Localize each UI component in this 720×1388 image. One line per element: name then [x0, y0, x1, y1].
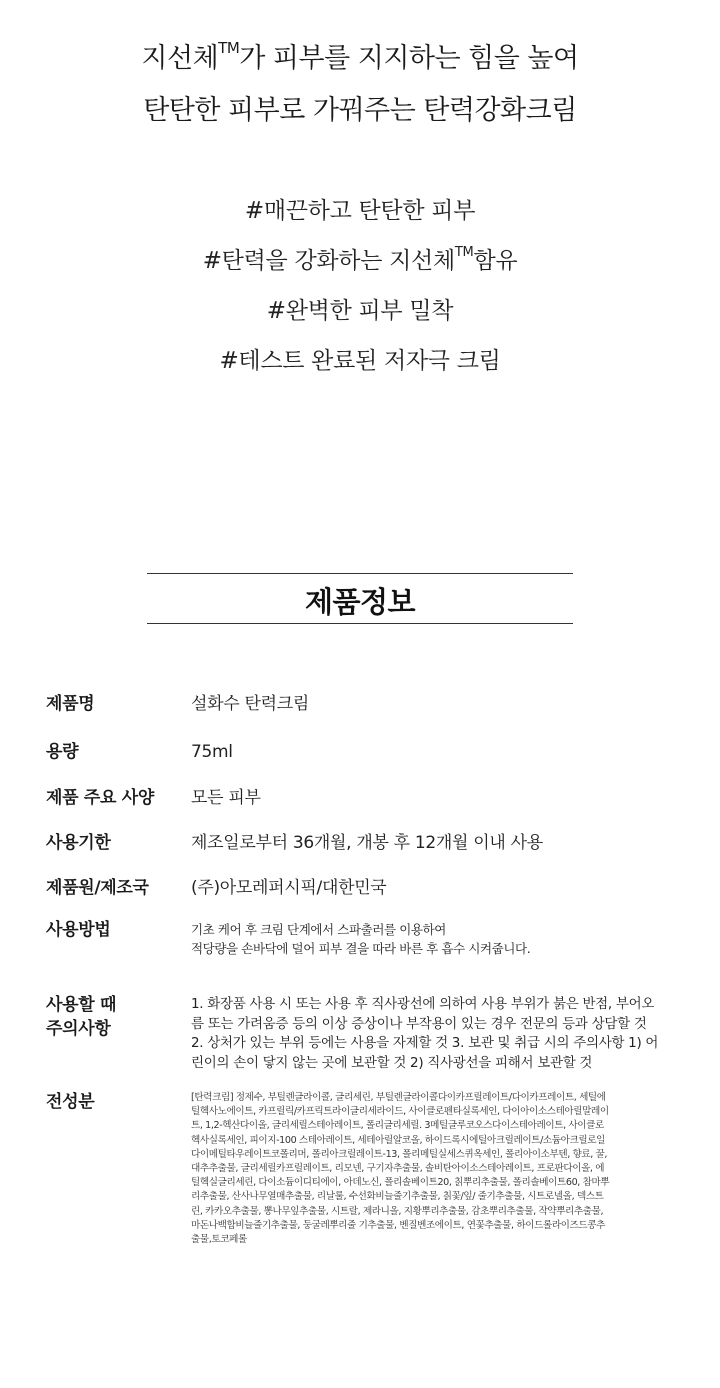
caution-label: 사용할 때 주의사항	[46, 995, 117, 1039]
ingredients-line: 트, 1,2-헥산다이올, 글리세릴스테아레이트, 폴리글리세릴. 3메틸글루코오스다이스테아레이트, 사이클로	[191, 1120, 604, 1132]
hashtag-2: #탄력을 강화하는 지선체™함유	[202, 245, 518, 274]
expiry-label: 사용기한	[46, 833, 111, 853]
spec-label: 제품 주요 사양	[46, 788, 154, 808]
ingredients-line: 린, 카카오추출물, 뽕나무잎추출물, 시트랄, 제라니올, 지황뿌리추출물, 감초뿌리추출물, 작약뿌리추출물,	[191, 1205, 604, 1217]
expiry-value: 제조일로부터 36개월, 개봉 후 12개월 이내 사용	[191, 833, 543, 853]
ingredients-line: 마돈나백합비늘줄기추출물, 둥굴레뿌리줄 기추출물, 벤질벤조에이트, 연꽃추출물, 하이드롤라이즈드콩추	[191, 1219, 606, 1231]
ingredients-value	[191, 1091, 669, 1247]
ingredients-line: 대추추출물, 글리세릴카프릴레이트, 리모넨, 구기자추출물, 솔비탄아이소스테아레이트, 프로판다이올, 에	[191, 1163, 605, 1175]
ingredients-line: 틸헥실글리세린, 다이소듐이디티에이, 아데노신, 폴리솔베이트20, 칡뿌리추출물, 폴리솔베이트60, 참마뿌	[191, 1177, 610, 1189]
volume-label: 용량	[46, 742, 79, 762]
spec-value: 모든 피부	[191, 788, 261, 808]
section-title: 제품정보	[304, 585, 416, 619]
caution-value: 1. 화장품 사용 시 또는 사용 후 직사광선에 의하여 사용 부위가 붉은 반점, 부어오 름 또는 가려움증 등의 이상 증상이나 부작용이 있는 경우 전문의 등과 상담할 것 2. 상처가 있는 부위 등에는 사용을 자제할 것 3. 보관 및 취급 시의 주의사항 1) 어 린이의 손이 닿지 않는 곳에 보관할 것 2) 직사광선을 피해서 보관할 것	[191, 996, 659, 1071]
ingredients-label: 전성분	[46, 1092, 95, 1112]
maker-value: (주)아모레퍼시픽/대한민국	[191, 878, 387, 898]
ingredients-line: 다이메틸타우레이트코폴리머, 폴리아크릴레이트-13, 폴리메틸실세스퀴옥세인, 폴리아이소부텐, 향료, 꿀,	[191, 1148, 608, 1160]
hashtag-4: #테스트 완료된 저자극 크림	[219, 348, 501, 374]
headline-line-1: 지선체™가 피부를 지지하는 힘을 높여	[141, 39, 579, 74]
divider-top	[147, 573, 573, 574]
trademark-mark: TM	[454, 245, 474, 261]
ingredients-line: 헥사실록세인, 피이지-100 스테아레이트, 세테아릴알코올, 하이드록시에틸아크릴레이트/소듐아크릴로일	[191, 1134, 605, 1146]
trademark-mark: TM	[218, 39, 240, 57]
hashtag-1: #매끈하고 탄탄한 피부	[244, 198, 476, 224]
product-name-value: 설화수 탄력크림	[191, 694, 309, 714]
ingredients-line: [탄력크림] 정제수, 부틸렌글라이콜, 글리세린, 부틸렌글라이콜다이카프릴레이트/다이카프레이트, 세틸에	[191, 1092, 606, 1103]
ingredients-line: 리추출물, 산사나무열매추출물, 리날룰, 수선화비늘줄기추출물, 칡꽃/잎/ 줄기추출물, 시트로넬올, 덱스트	[191, 1191, 604, 1203]
hashtag-3: #완벽한 피부 밀착	[266, 298, 454, 324]
product-name-label: 제품명	[46, 694, 95, 714]
maker-label: 제품원/제조국	[46, 878, 149, 898]
divider-bottom	[147, 623, 573, 624]
ingredients-line: 틸헥사노에이트, 카프릴릭/카프릭트라이글리세라이드, 사이클로펜타실록세인, 다이아이소스테아릴말레이	[191, 1106, 609, 1118]
ingredients-line: 출물,토코페롤	[191, 1234, 247, 1246]
volume-value: 75ml	[191, 742, 233, 762]
headline-line-2: 탄탄한 피부로 가꿔주는 탄력강화크림	[143, 95, 577, 126]
usage-value: 기초 케어 후 크림 단계에서 스파출러를 이용하여 적당량을 손바닥에 덜어 피부 결을 따라 바른 후 흡수 시켜줍니다.	[191, 922, 531, 956]
usage-label: 사용방법	[46, 920, 111, 940]
